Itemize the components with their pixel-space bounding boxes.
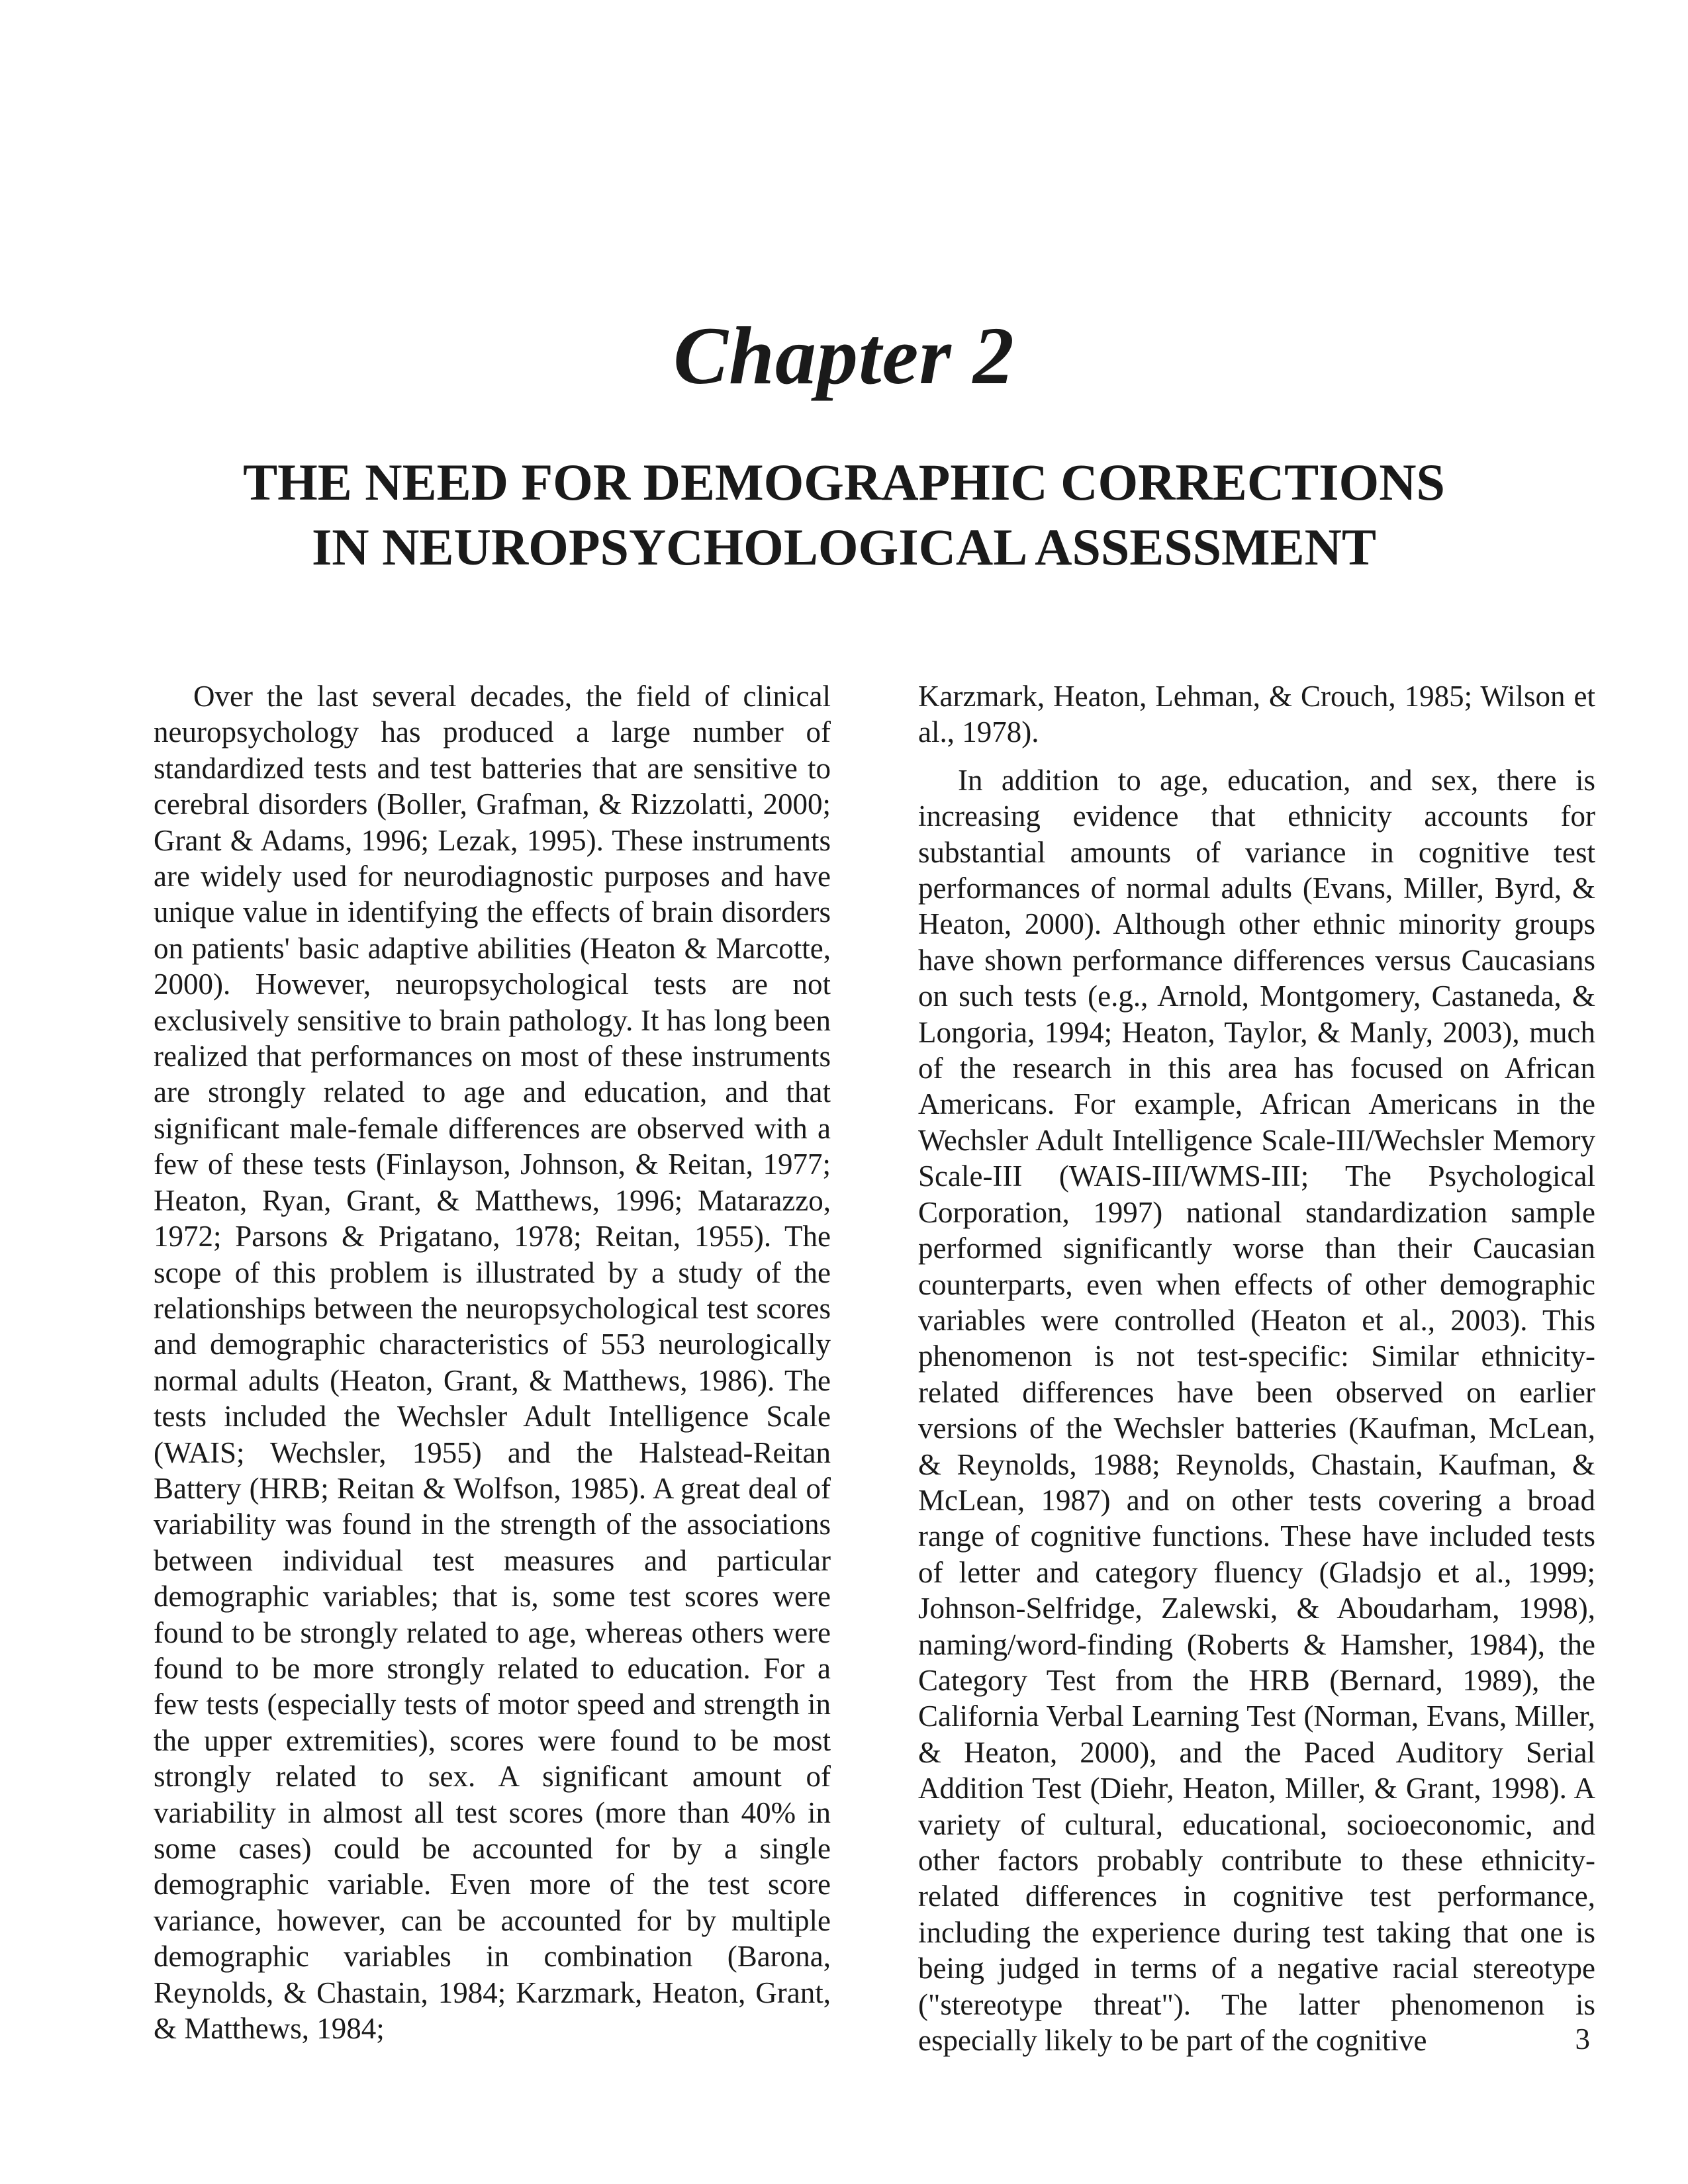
body-text <box>154 678 1595 2058</box>
chapter-title-line-2: IN NEUROPSYCHOLOGICAL ASSESSMENT <box>311 518 1377 576</box>
page-number: 3 <box>1575 2023 1590 2056</box>
chapter-number: Chapter 2 <box>673 310 1015 401</box>
body-paragraph-continuation: Karzmark, Heaton, Lehman, & Crouch, 1985; Wilson et al., 1978). <box>918 680 1595 749</box>
body-paragraph: Over the last several decades, the field of clinical neuropsychology has produced a large number of standardized tests and test batteries that are sensitive to cerebral disorders (Boller, Grafman, & Rizzolatti, 2000; Grant & Adams, 1996; Lezak, 1995). These instruments are widely used for neurodiagnostic purposes and have unique value in identifying the effects of brain disorders on patients' basic adaptive abilities (Heaton & Marcotte, 2000). However, neuropsychological tests are not exclusively sensitive to brain pathology. It has long been realized that performances on most of these instruments are strongly related to age and education, and that significant male-female differences are observed with a few of these tests (Finlayson, Johnson, & Reitan, 1977; Heaton, Ryan, Grant, & Matthews, 1996; Matarazzo, 1972; Parsons & Prigatano, 1978; Reitan, 1955). The scope of this problem is illustrated by a study of the relationships between the neuropsychological test scores and demographic characteristics of 553 neurologically normal adults (Heaton, Grant, & Matthews, 1986). The tests included the Wechsler Adult Intelligence Scale (WAIS; Wechsler, 1955) and the Halstead-Reitan Battery (HRB; Reitan & Wolfson, 1985). A great deal of variability was found in the strength of the associations between individual test measures and particular demographic variables; that is, some test scores were found to be strongly related to age, whereas others were found to be more strongly related to education. For a few tests (especially tests of motor speed and strength in the upper extremities), scores were found to be most strongly related to sex. A significant amount of variability in almost all test scores (more than 40% in some cases) could be accounted for by a single demographic variable. Even more of the test score variance, however, can be accounted for by multiple demographic variables in combination (Barona, Reynolds, & Chastain, 1984; Karzmark, Heaton, Grant, & Matthews, 1984; <box>154 680 831 2046</box>
chapter-title <box>132 450 1556 579</box>
right-column <box>918 678 1595 2058</box>
chapter-title-line-1: THE NEED FOR DEMOGRAPHIC CORRECTIONS <box>243 453 1445 511</box>
left-column <box>154 678 831 2058</box>
body-paragraph: In addition to age, education, and sex, there is increasing evidence that ethnicity accounts for substantial amounts of variance in cognitive test performances of normal adults (Evans, Miller, Byrd, & Heaton, 2000). Although other ethnic minority groups have shown performance differences versus Caucasians on such tests (e.g., Arnold, Montgomery, Castaneda, & Longoria, 1994; Heaton, Taylor, & Manly, 2003), much of the research in this area has focused on African Americans. For example, African Americans in the Wechsler Adult Intelligence Scale-III/Wechsler Memory Scale-III (WAIS-III/WMS-III; The Psychological Corporation, 1997) national standardization sample performed significantly worse than their Caucasian counterparts, even when effects of other demographic variables were controlled (Heaton et al., 2003). This phenomenon is not test-specific: Similar ethnicity-related differences have been observed on earlier versions of the Wechsler batteries (Kaufman, McLean, & Reynolds, 1988; Reynolds, Chastain, Kaufman, & McLean, 1987) and on other tests covering a broad range of cognitive functions. These have included tests of letter and category fluency (Gladsjo et al., 1999; Johnson-Selfridge, Zalewski, & Aboudarham, 1998), naming/word-finding (Roberts & Hamsher, 1984), the Category Test from the HRB (Bernard, 1989), the California Verbal Learning Test (Norman, Evans, Miller, & Heaton, 2000), and the Paced Auditory Serial Addition Test (Diehr, Heaton, Miller, & Grant, 1998). A variety of cultural, educational, socioeconomic, and other factors probably contribute to these ethnicity-related differences in cognitive test performance, including the experience during test taking that one is being judged in terms of a negative racial stereotype ("stereotype threat"). The latter phenomenon is especially likely to be part of the cognitive <box>918 763 1595 2058</box>
